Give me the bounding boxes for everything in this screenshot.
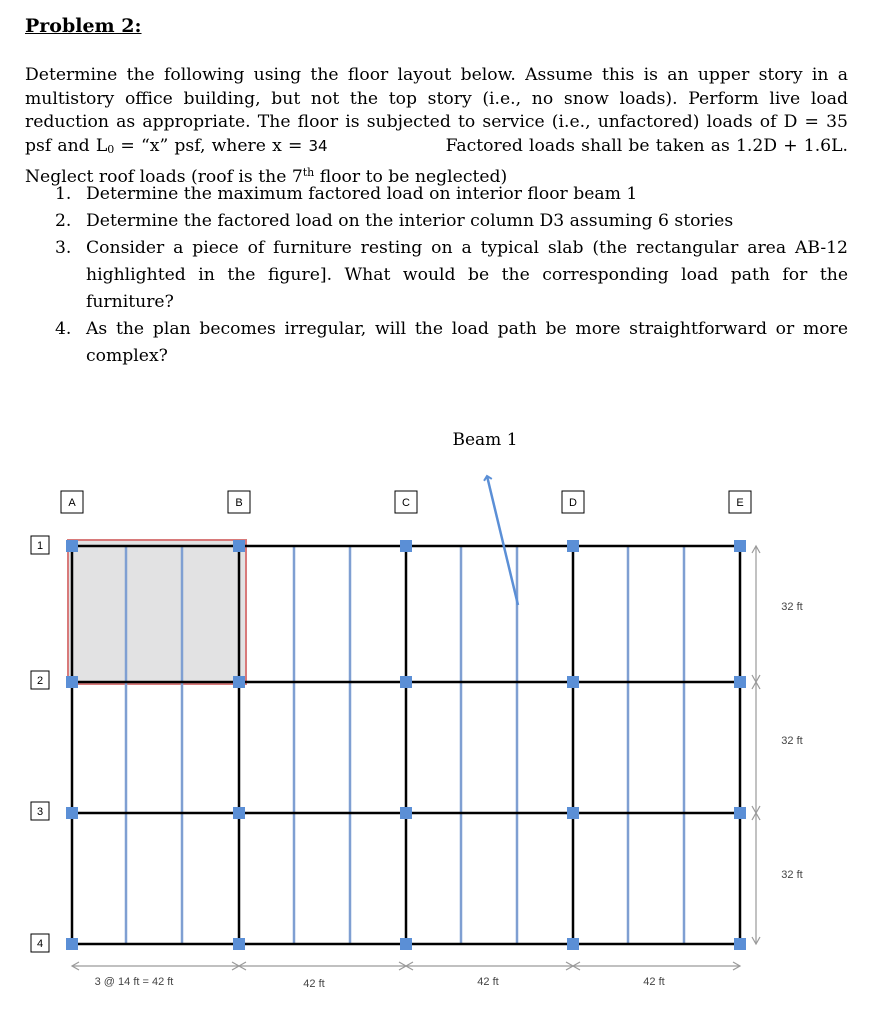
grid-label-1: 1 <box>36 540 44 552</box>
problem-title: Problem 2: <box>25 15 142 37</box>
grid-label-e: E <box>736 497 744 509</box>
column-grid-labels <box>61 491 751 513</box>
grid-label-d: D <box>569 497 577 509</box>
beam-1-arrow <box>487 476 518 605</box>
bottom-dimension-lines <box>72 962 740 970</box>
question-text: As the plan becomes irregular, will the load path be more straightforward or more complex? <box>86 319 848 366</box>
question-text: Determine the maximum factored load on interior floor beam 1 <box>86 184 638 204</box>
grid-label-b: B <box>235 497 243 509</box>
grid-label-2: 2 <box>36 675 44 687</box>
statement-part-4: floor to be neglected) <box>314 167 508 187</box>
right-dimension-lines <box>752 546 760 944</box>
beam-1-label: Beam 1 <box>452 430 518 450</box>
dim-bottom-ab: 3 @ 14 ft = 42 ft <box>94 976 174 988</box>
grid-label-4: 4 <box>36 938 44 950</box>
question-number: 2. <box>55 211 72 231</box>
row-grid-labels <box>31 536 49 952</box>
question-text: Consider a piece of furniture resting on a typical slab (the rectangular area AB-12 highlighted in the figure]. What would be the corresponding load path for the furniture? <box>86 238 848 312</box>
x-value: 34 <box>308 136 328 155</box>
highlighted-slab-ab-12 <box>68 540 246 684</box>
question-number: 4. <box>55 319 72 339</box>
statement-part-1: Determine the following using the floor layout below. Assume this is an upper story in a multistory office building, but not the top story (i.e., no snow loads). Perform live load reduction as appropriate. The floor is subjected to service (i.e., unfactored) loads of D = 35 psf and L <box>25 65 848 156</box>
grid-label-c: C <box>402 497 410 509</box>
dim-right-34: 32 ft <box>781 869 803 881</box>
statement-part-2: = “x” psf, where x = <box>114 135 309 156</box>
statement-part-3: Factored loads shall be taken as 1.2D + 1.6L. Neglect roof loads (roof is the 7 <box>25 135 848 187</box>
question-text: Determine the factored load on the interior column D3 assuming 6 stories <box>86 211 734 231</box>
dim-right-12: 32 ft <box>781 601 803 613</box>
grid-label-3: 3 <box>36 806 44 818</box>
dim-right-23: 32 ft <box>781 735 803 747</box>
dim-bottom-cd: 42 ft <box>477 976 499 988</box>
floor-ordinal-superscript: th <box>302 166 315 179</box>
dim-bottom-bc: 42 ft <box>303 978 325 990</box>
bottom-dimension-labels <box>95 976 665 990</box>
grid-label-a: A <box>68 497 76 509</box>
live-load-subscript: 0 <box>107 142 115 156</box>
question-number: 1. <box>55 184 72 204</box>
right-dimension-labels <box>781 601 802 881</box>
question-number: 3. <box>55 238 72 258</box>
dim-bottom-de: 42 ft <box>643 976 665 988</box>
